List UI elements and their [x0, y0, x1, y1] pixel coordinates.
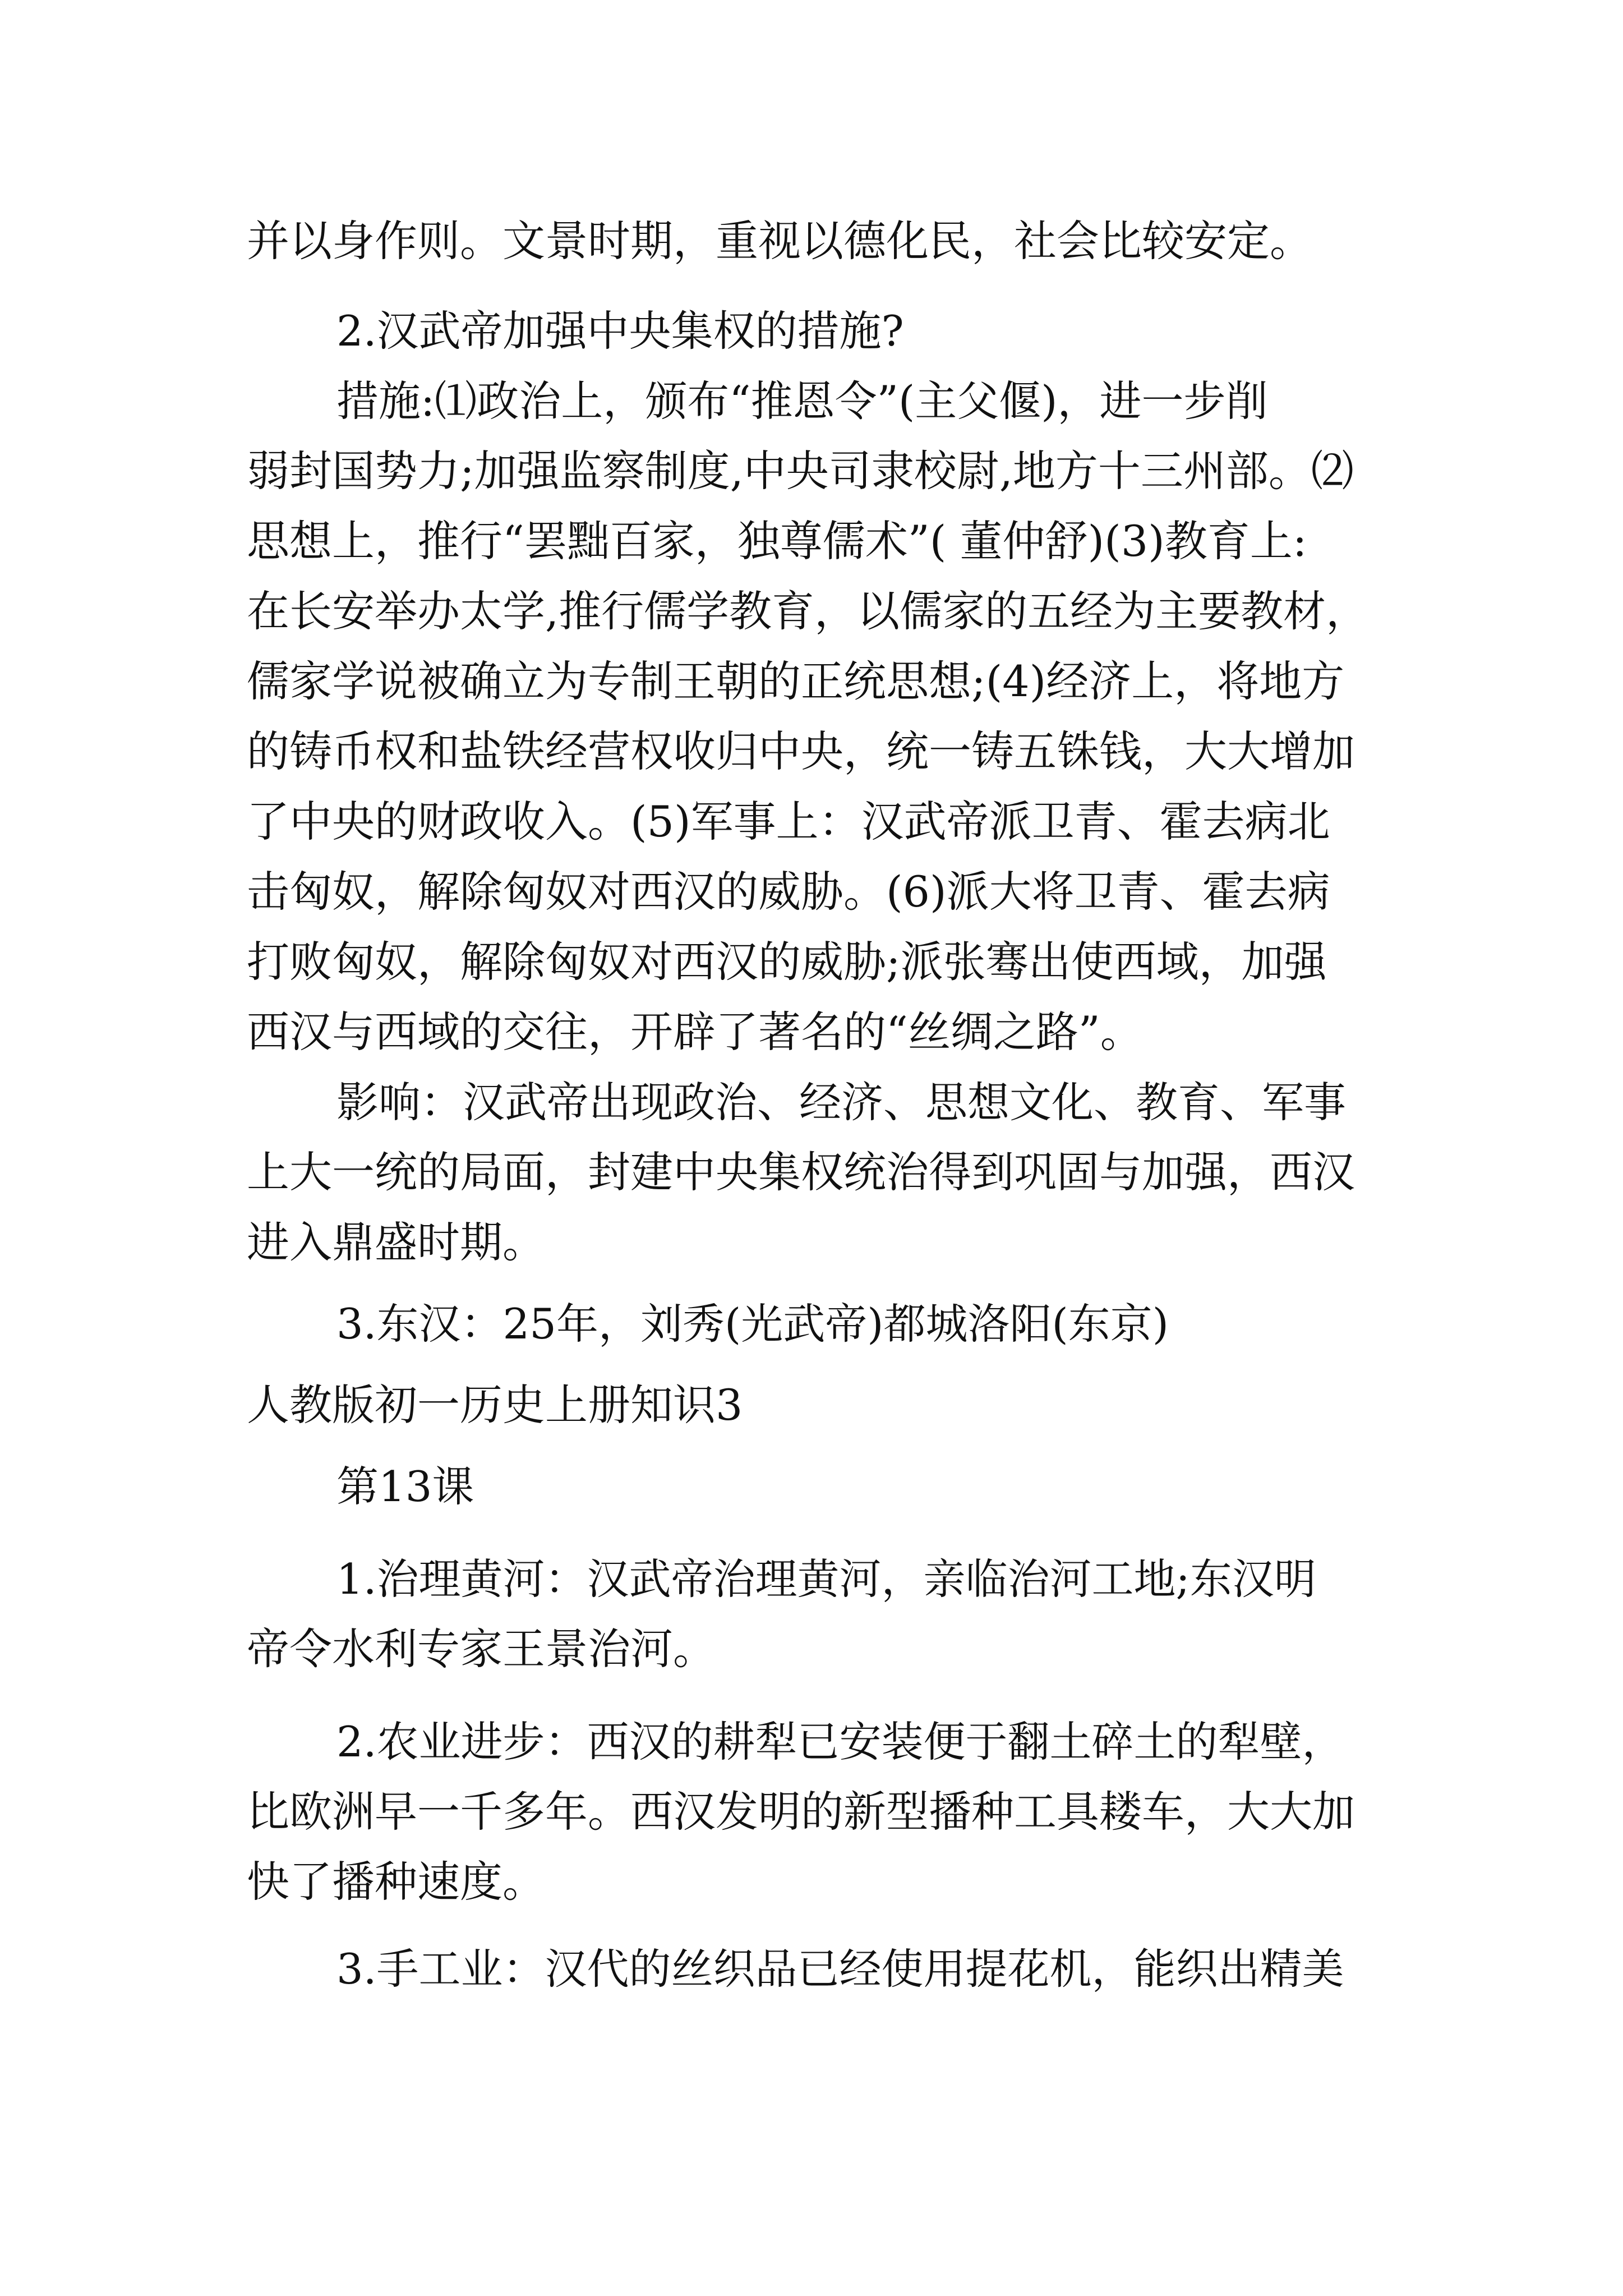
text-line: 打败匈奴，解除匈奴对西汉的威胁;派张骞出使西域，加强: [247, 937, 1327, 987]
text-line: 西汉与西域的交往，开辟了著名的“丝绸之路”。: [247, 1007, 1143, 1057]
text-line: 3.东汉：25年，刘秀(光武帝)都城洛阳(东京): [336, 1299, 1169, 1349]
text-line: 的铸币权和盐铁经营权收归中央，统一铸五铢钱，大大增加: [247, 726, 1355, 776]
text-line: 并以身作则。文景时期，重视以德化民，社会比较安定。: [247, 216, 1312, 266]
text-line: 在长安举办太学,推行儒学教育，以儒家的五经为主要教材，: [247, 586, 1369, 636]
text-line: 帝令水利专家王景治河。: [247, 1624, 716, 1674]
text-line: 弱封国势力;加强监察制度,中央司隶校尉,地方十三州部。⑵: [247, 446, 1354, 496]
text-line: 思想上，推行“罢黜百家，独尊儒术”( 董仲舒)(3)教育上:: [247, 516, 1307, 566]
text-line: 措施:⑴政治上，颁布“推恩令”(主父偃)，进一步削: [336, 376, 1268, 426]
text-line: 第13课: [336, 1462, 474, 1511]
text-line: 影响：汉武帝出现政治、经济、思想文化、教育、军事: [336, 1078, 1347, 1127]
text-line: 快了播种速度。: [247, 1857, 545, 1907]
text-line: 人教版初一历史上册知识3: [247, 1380, 743, 1430]
text-line: 2.农业进步：西汉的耕犁已安装便于翻土碎土的犁壁，: [336, 1717, 1344, 1766]
text-line: 3.手工业：汉代的丝织品已经使用提花机，能织出精美: [336, 1944, 1344, 1994]
text-line: 击匈奴，解除匈奴对西汉的威胁。(6)派大将卫青、霍去病: [247, 867, 1330, 917]
text-line: 进入鼎盛时期。: [247, 1217, 545, 1267]
text-line: 儒家学说被确立为专制王朝的正统思想;(4)经济上，将地方: [247, 656, 1345, 706]
text-line: 上大一统的局面，封建中央集权统治得到巩固与加强，西汉: [247, 1147, 1355, 1197]
text-line: 1.治理黄河：汉武帝治理黄河，亲临治河工地;东汉明: [336, 1554, 1316, 1604]
text-line: 了中央的财政收入。(5)军事上：汉武帝派卫青、霍去病北: [247, 797, 1330, 846]
text-line: 比欧洲早一千多年。西汉发明的新型播种工具耧车，大大加: [247, 1787, 1355, 1837]
text-line: 2.汉武帝加强中央集权的措施?: [336, 306, 904, 356]
